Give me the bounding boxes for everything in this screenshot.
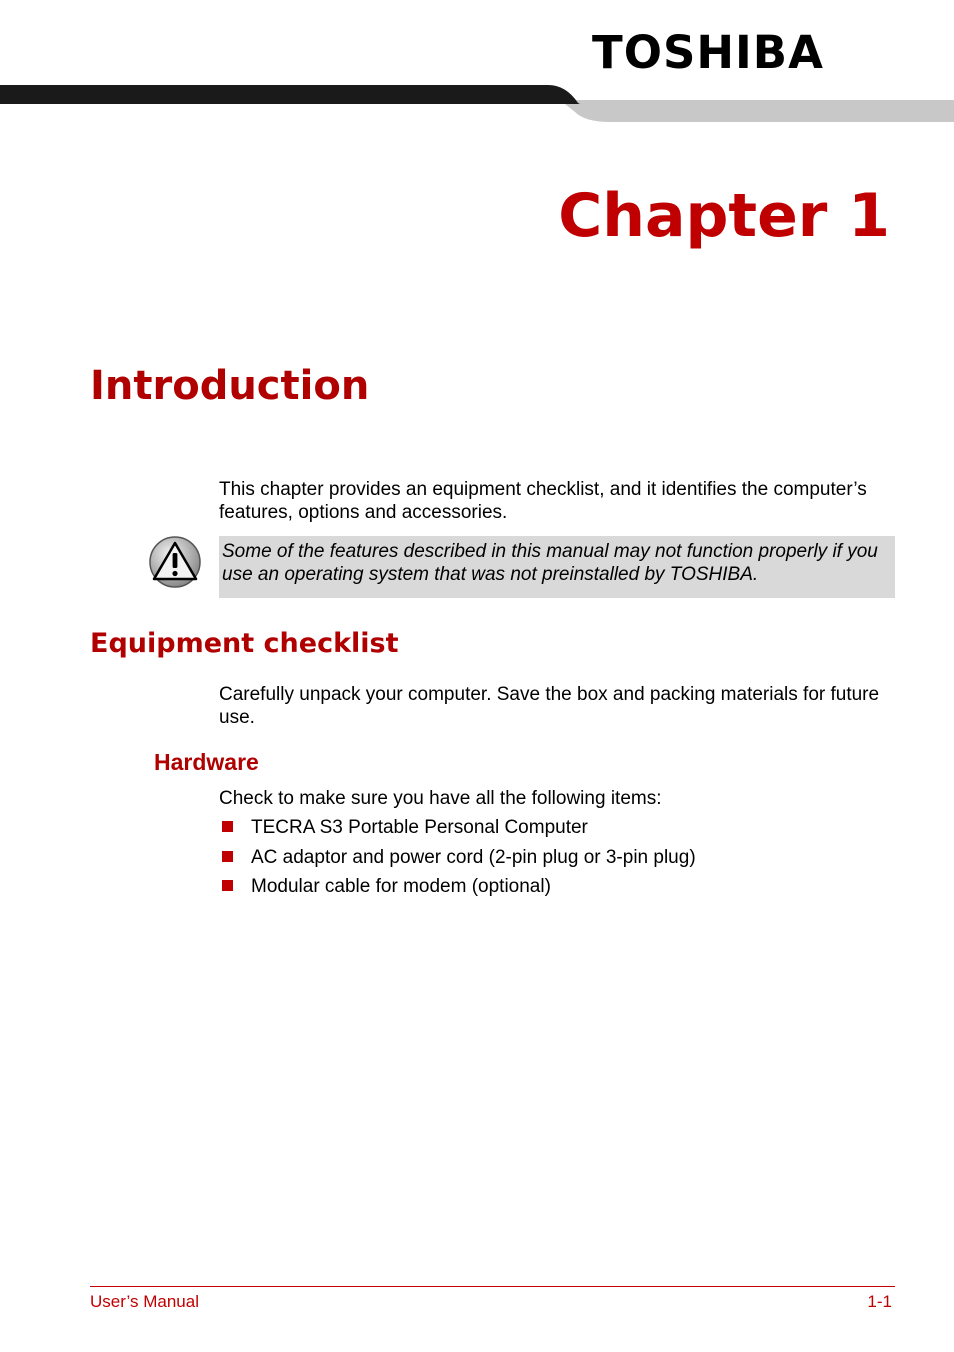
toshiba-logo: TOSHIBA [592,26,824,79]
note-box [219,536,895,598]
intro-paragraph: This chapter provides an equipment checklist, and it identifies the computer’s features, options and accessories. [219,479,867,523]
square-bullet-icon [222,851,233,862]
square-bullet-icon [222,880,233,891]
hardware-item-list [219,816,696,905]
hardware-intro: Check to make sure you have all the following items: [219,788,662,809]
list-item [219,816,696,846]
chapter-title: Chapter 1 [558,181,890,251]
hardware-heading: Hardware [154,749,259,775]
warning-icon [148,535,202,589]
section-title: Introduction [90,363,370,409]
list-item-label: TECRA S3 Portable Personal Computer [251,817,588,838]
header-band-dark [0,85,580,104]
note-text: Some of the features described in this manual may not function properly if you use an operating system that was not preinstalled by TOSHIBA. [222,541,878,585]
footer-divider [90,1286,895,1287]
list-item-label: Modular cable for modem (optional) [251,876,551,897]
list-item [219,875,696,905]
equipment-checklist-heading: Equipment checklist [90,628,399,659]
list-item-label: AC adaptor and power cord (2-pin plug or 3-pin plug) [251,846,696,868]
header-band [0,82,954,126]
footer-manual-label: User’s Manual [90,1292,199,1311]
header-band-light [560,100,954,122]
footer-page-number: 1-1 [867,1292,892,1311]
square-bullet-icon [222,821,233,832]
equipment-checklist-paragraph: Carefully unpack your computer. Save the box and packing materials for future use. [219,684,880,728]
list-item [219,846,696,876]
